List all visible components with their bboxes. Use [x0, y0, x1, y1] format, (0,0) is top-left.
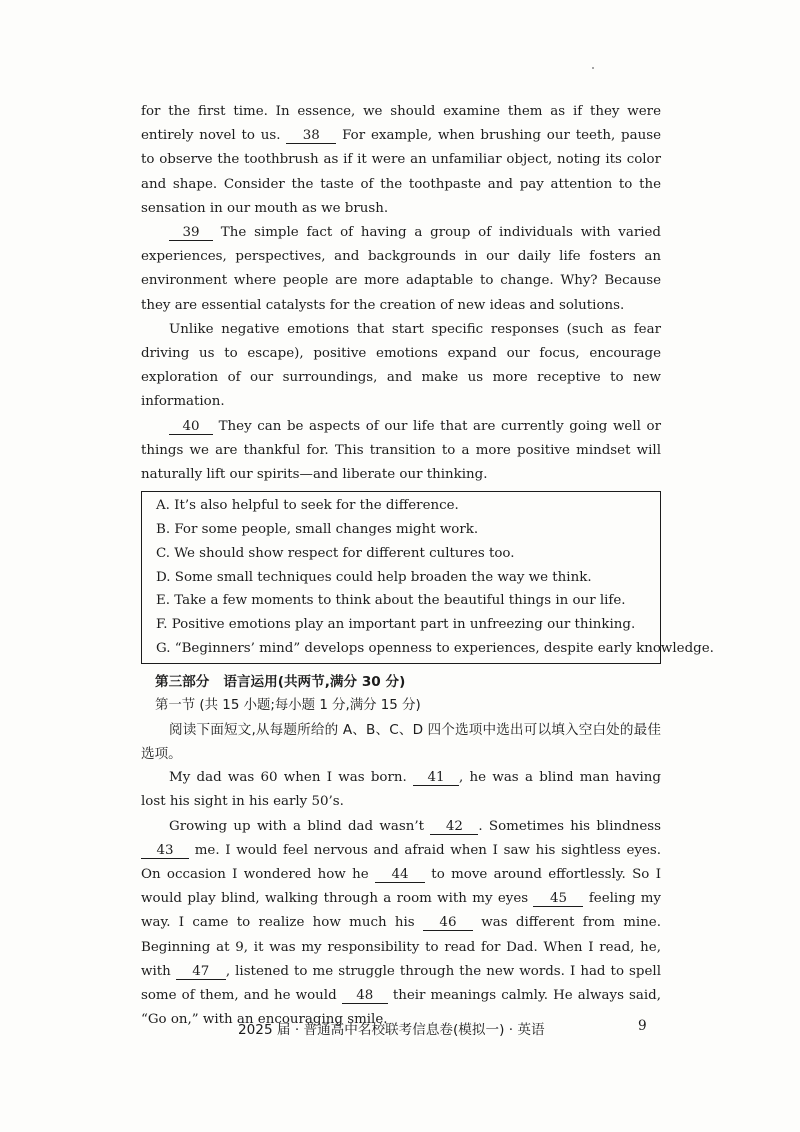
passage-paragraph-4 [141, 415, 661, 488]
text-run: me. I would feel nervous and afraid when I saw his sightless eyes. On occasion I wondered how he [141, 842, 661, 883]
options-box [141, 491, 714, 664]
blank-44[interactable]: 44 [375, 867, 425, 883]
footer-title: 2025 届 · 普通高中名校联考信息卷(模拟一) · 英语 [238, 1022, 545, 1038]
blank-38[interactable]: 38 [286, 128, 336, 144]
blank-39[interactable]: 39 [169, 225, 213, 241]
blank-45[interactable]: 45 [533, 891, 583, 907]
blank-41[interactable]: 41 [413, 770, 459, 786]
text-run: My dad was 60 when I was born. [169, 770, 414, 786]
text-run: , he was a blind man having lost his sight in his early 50’s. [141, 770, 662, 810]
text-run: They can be aspects of our life that are currently going well or things we are thankful for. This transition to a more positive mindset will naturally lift our spirits—and liberate our thinking. [141, 418, 661, 483]
exam-page [141, 100, 714, 1032]
text-run: . Sometimes his blindness [478, 818, 661, 834]
story-paragraph-2 [141, 815, 661, 1033]
passage-paragraph-1 [141, 100, 661, 221]
text-run: feeling my way. I came to realize how much his [141, 891, 661, 931]
passage-paragraph-3: Unlike negative emotions that start specific responses (such as fear driving us to escape), positive emotions expand our focus, encourage exploration of our surroundings, and make us more receptive to new information. [141, 321, 661, 410]
option-d[interactable]: D. Some small techniques could help broaden the way we think. [156, 569, 592, 585]
blank-48[interactable]: 48 [342, 988, 388, 1004]
text-run: For example, when brushing our teeth, pause to observe the toothbrush as if it were an unfamiliar object, noting its color and shape. Consider the taste of the toothpaste and pay attention to the sensation in our mouth as we brush. [141, 128, 661, 216]
text-run: The simple fact of having a group of individuals with varied experiences, perspectives, and backgrounds in our daily life fosters an environment where people are more adaptable to change. Why? Because they are essential catalysts for the creation of new ideas and solutions. [141, 225, 661, 313]
text-run: was different from mine. Beginning at 9, it was my responsibility to read for Dad. When I read, he, with [141, 915, 661, 979]
section-heading [141, 670, 661, 694]
option-e[interactable]: E. Take a few moments to think about the beautiful things in our life. [156, 593, 626, 609]
section-subheading: 第一节 (共 15 小题;每小题 1 分,满分 15 分) [155, 697, 421, 713]
option-a[interactable]: A. It’s also helpful to seek for the difference. [156, 498, 459, 514]
option-f[interactable]: F. Positive emotions play an important part in unfreezing our thinking. [156, 617, 636, 633]
blank-40[interactable]: 40 [169, 419, 213, 435]
passage-paragraph-2 [141, 221, 661, 318]
blank-47[interactable]: 47 [176, 964, 226, 980]
section-instruction: 阅读下面短文,从每题所给的 A、B、C、D 四个选项中选出可以填入空白处的最佳选项。 [141, 721, 661, 763]
text-run: Growing up with a blind dad wasn’t [169, 818, 431, 834]
text-run: , listened to me struggle through the new words. I had to spell some of them, and he would [141, 963, 661, 1004]
option-g[interactable]: G. “Beginners’ mind” develops openness to experiences, despite early knowledge. [156, 641, 714, 657]
text-run: their meanings calmly. He always said, “Go on,” with an encouraging smile. [141, 988, 661, 1028]
blank-42[interactable]: 42 [430, 819, 478, 835]
story-paragraph-1 [141, 766, 661, 814]
option-c[interactable]: C. We should show respect for different cultures too. [156, 545, 515, 561]
section-part: 第三部分 [155, 673, 210, 690]
text-run: for the first time. In essence, we should examine them as if they were entirely novel to us. [141, 104, 661, 144]
section-title: 语言运用(共两节,满分 30 分) [223, 673, 406, 690]
text-run: to move around effortlessly. So I would play blind, walking through a room with my eyes [141, 867, 661, 907]
page-number: 9 [638, 1018, 647, 1034]
blank-46[interactable]: 46 [423, 915, 473, 931]
blank-43[interactable]: 43 [141, 843, 189, 859]
option-b[interactable]: B. For some people, small changes might work. [156, 522, 479, 538]
scan-speck [592, 67, 594, 69]
